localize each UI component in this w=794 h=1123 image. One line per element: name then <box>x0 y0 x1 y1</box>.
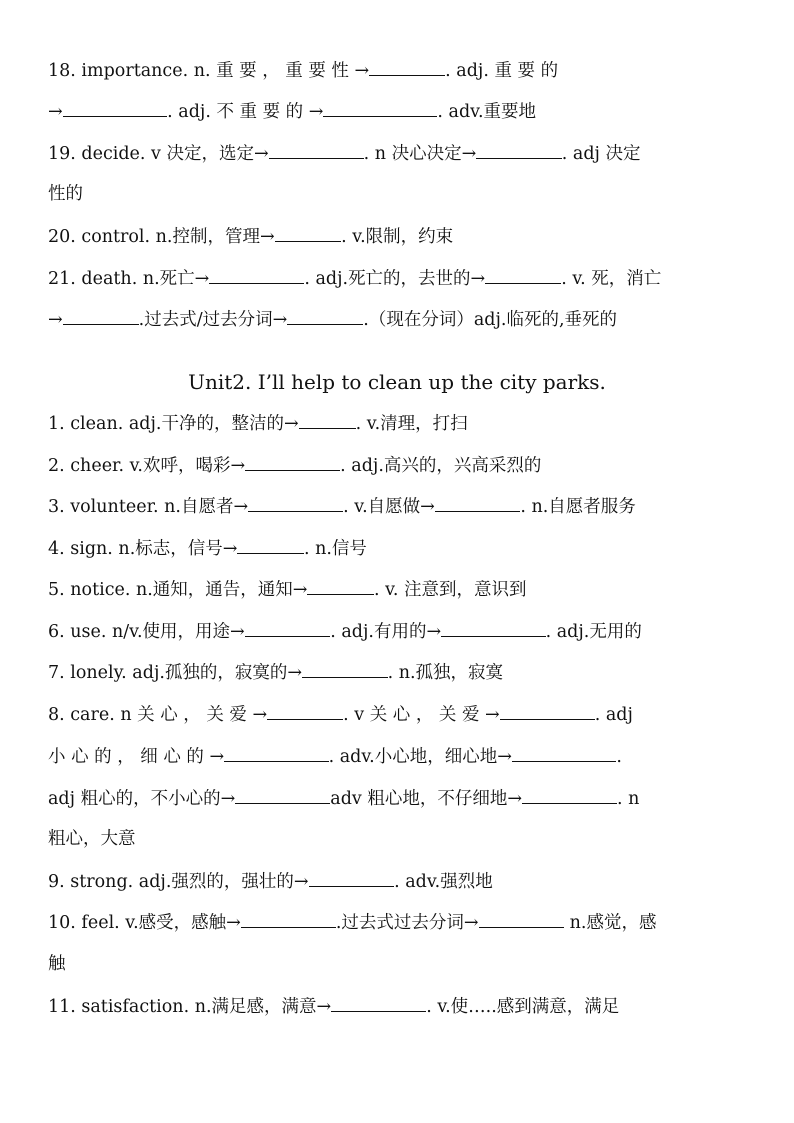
fill-in-blank <box>224 744 329 762</box>
fill-in-blank <box>331 994 426 1012</box>
vocab-line-11: 11. satisfaction. n.满足感，满意→ . v.使…..感到满意，满足 <box>48 994 619 1019</box>
vocab-line-4: 4. sign. n.标志，信号→ . n.信号 <box>48 536 367 561</box>
vocab-line-20: 20. control. n.控制，管理→ . v.限制，约束 <box>48 224 453 249</box>
vocab-line-8c: adj 粗心的，不小心的→ adv 粗心地，不仔细地→ . n <box>48 786 639 811</box>
vocab-line-2: 2. cheer. v.欢呼，喝彩→ . adj.高兴的，兴高采烈的 <box>48 453 541 478</box>
vocab-line-19a: 19. decide. v 决定，选定→ . n 决心决定→ . adj 决定 <box>48 141 641 166</box>
fill-in-blank <box>235 786 330 804</box>
unit-title: Unit2. I’ll help to clean up the city parks. <box>188 370 606 394</box>
fill-in-blank <box>299 411 356 429</box>
fill-in-blank <box>441 619 546 637</box>
fill-in-blank <box>269 141 364 159</box>
vocab-line-6: 6. use. n/v.使用，用途→ . adj.有用的→ . adj.无用的 <box>48 619 642 644</box>
fill-in-blank <box>512 744 617 762</box>
vocab-line-8b: 小 心 的 ， 细 心 的 → . adv.小心地，细心地→ . <box>48 744 622 769</box>
vocab-line-7: 7. lonely. adj.孤独的，寂寞的→ . n.孤独，寂寞 <box>48 660 503 685</box>
fill-in-blank <box>287 307 363 325</box>
vocab-line-1: 1. clean. adj.干净的，整洁的→ . v.清理，打扫 <box>48 411 468 436</box>
fill-in-blank <box>267 702 343 720</box>
fill-in-blank <box>485 266 561 284</box>
vocab-line-9: 9. strong. adj.强烈的，强壮的→ . adv.强烈地 <box>48 869 493 894</box>
vocab-line-10b: 触 <box>48 954 66 974</box>
fill-in-blank <box>275 224 342 242</box>
fill-in-blank <box>241 910 336 928</box>
vocab-line-21b: → .过去式/过去分词→ .（现在分词）adj.临死的,垂死的 <box>48 307 617 332</box>
vocab-line-3: 3. volunteer. n.自愿者→ . v.自愿做→ . n.自愿者服务 <box>48 494 636 519</box>
fill-in-blank <box>245 453 340 471</box>
fill-in-blank <box>245 619 331 637</box>
fill-in-blank <box>500 702 595 720</box>
fill-in-blank <box>209 266 304 284</box>
vocab-line-5: 5. notice. n.通知，通告，通知→ . v. 注意到，意识到 <box>48 577 527 602</box>
fill-in-blank <box>302 660 388 678</box>
fill-in-blank <box>307 577 374 595</box>
fill-in-blank <box>63 99 168 117</box>
fill-in-blank <box>309 869 395 887</box>
fill-in-blank <box>435 494 521 512</box>
vocab-line-18a: 18. importance. n. 重 要 ， 重 要 性 → . adj. 重 要 的 <box>48 58 558 83</box>
vocab-line-8d: 粗心，大意 <box>48 829 136 849</box>
fill-in-blank <box>522 786 617 804</box>
fill-in-blank <box>476 141 562 159</box>
vocab-line-8a: 8. care. n 关 心 ， 关 爱 → . v 关 心 ， 关 爱 → . adj <box>48 702 633 727</box>
fill-in-blank <box>248 494 343 512</box>
fill-in-blank <box>323 99 437 117</box>
fill-in-blank <box>237 536 304 554</box>
vocab-line-18b: → . adj. 不 重 要 的 → . adv.重要地 <box>48 99 536 124</box>
fill-in-blank <box>369 58 445 76</box>
fill-in-blank <box>63 307 139 325</box>
vocab-line-10a: 10. feel. v.感受，感触→ .过去式过去分词→ n.感觉，感 <box>48 910 656 935</box>
vocab-line-19b: 性的 <box>48 184 83 204</box>
vocab-line-21a: 21. death. n.死亡→ . adj.死亡的，去世的→ . v. 死，消亡 <box>48 266 661 291</box>
fill-in-blank <box>479 910 565 928</box>
